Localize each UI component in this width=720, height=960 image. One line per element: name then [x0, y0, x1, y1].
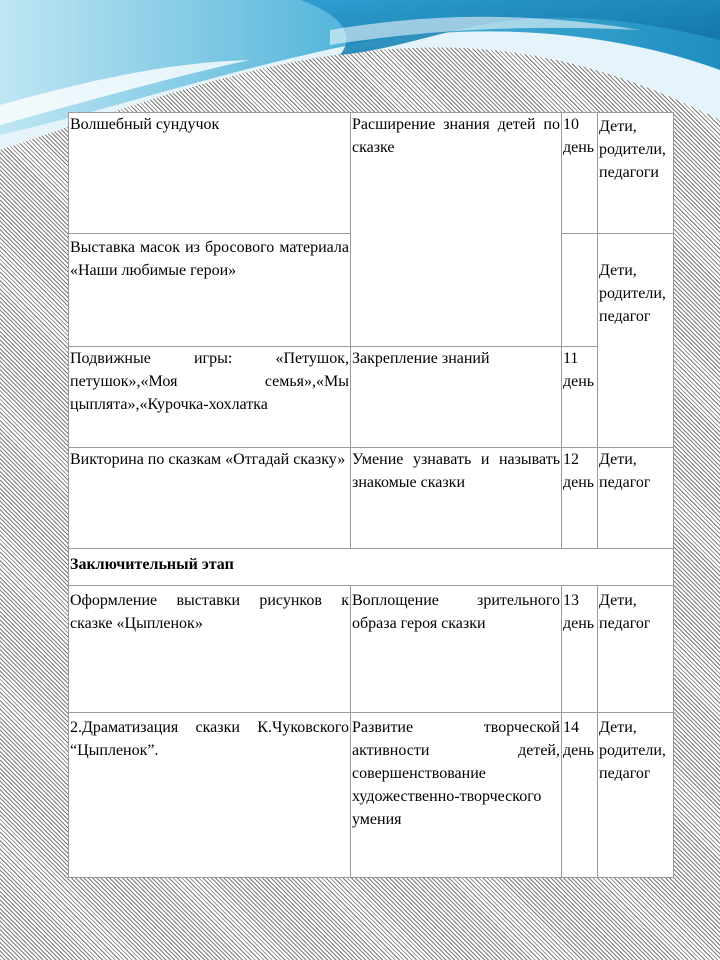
participants-cell: Дети, педагог [598, 448, 674, 549]
goal-cell: Закрепление знаний [351, 347, 562, 448]
stage-title: Заключительный этап [69, 549, 674, 586]
goal-cell: Расширение знания детей по сказке [351, 113, 562, 347]
activity-cell: Выставка масок из бросового материала «Наши любимые герои» [69, 234, 351, 347]
participants-cell: Дети, родители, педагоги [598, 113, 674, 234]
day-cell: 14 день [562, 713, 598, 878]
table-row [69, 713, 674, 878]
participants-cell: Дети, родители, педагог [598, 234, 674, 448]
goal-cell: Воплощение зрительного образа героя сказки [351, 586, 562, 713]
participants-cell: Дети, педагог [598, 586, 674, 713]
table-row [69, 586, 674, 713]
activity-cell: Оформление выставки рисунков к сказке «Цыпленок» [69, 586, 351, 713]
table-row [69, 347, 674, 448]
activity-table [68, 112, 674, 878]
stage-row [69, 549, 674, 586]
day-cell [562, 234, 598, 347]
activity-cell: Волшебный сундучок [69, 113, 351, 234]
activity-cell: Викторина по сказкам «Отгадай сказку» [69, 448, 351, 549]
day-cell: 12 день [562, 448, 598, 549]
table-row [69, 448, 674, 549]
participants-cell: Дети, родители, педагог [598, 713, 674, 878]
activity-cell: Подвижные игры: «Петушок, петушок»,«Моя семья»,«Мы цыплята»,«Курочка-хохлатка [69, 347, 351, 448]
goal-cell: Развитие творческой активности детей, совершенствование художественно-творческого умения [351, 713, 562, 878]
day-cell: 10 день [562, 113, 598, 234]
table-row [69, 113, 674, 234]
day-cell: 13 день [562, 586, 598, 713]
day-cell: 11 день [562, 347, 598, 448]
goal-cell: Умение узнавать и называть знакомые сказки [351, 448, 562, 549]
document-page [68, 112, 673, 878]
activity-cell: 2.Драматизация сказки К.Чуковского “Цыпленок”. [69, 713, 351, 878]
